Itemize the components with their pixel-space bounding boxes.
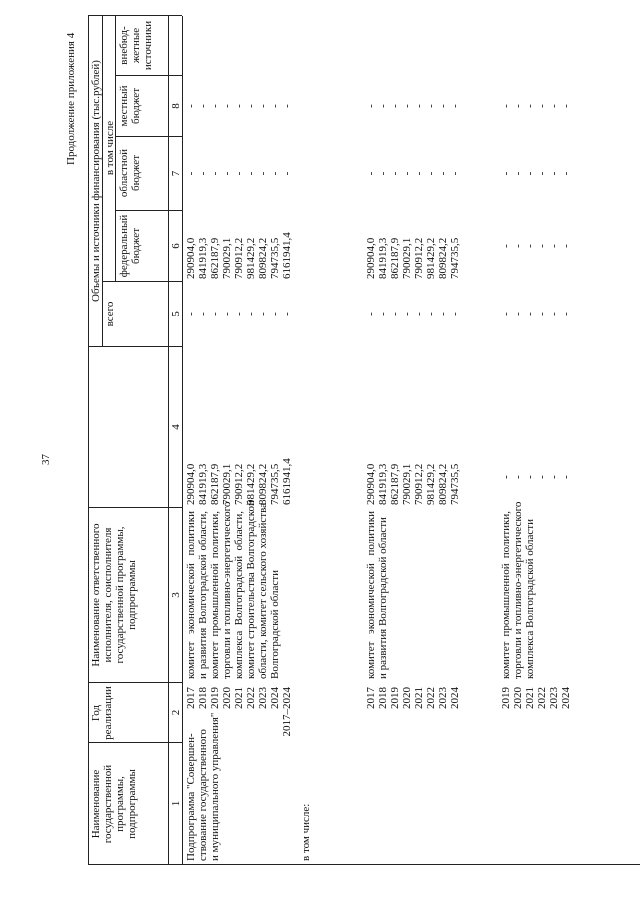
total-cell: 809824,2 xyxy=(437,463,449,505)
column-number-row-top xyxy=(168,16,169,865)
executor-line: комплекса Волгоградской области xyxy=(524,519,536,679)
regional-cell: - xyxy=(536,244,548,248)
total-cell: - xyxy=(512,475,524,479)
year-list xyxy=(500,687,572,737)
extra-list xyxy=(500,76,572,136)
extra-list xyxy=(185,76,293,136)
regional-cell: 290904,0 xyxy=(365,237,377,279)
year-cell: 2021 xyxy=(413,687,425,709)
local-list xyxy=(185,137,293,210)
extra-cell: - xyxy=(500,104,512,108)
extra-cell: - xyxy=(185,104,197,108)
executor-line: комитет промышленной политики, xyxy=(500,511,512,679)
local-cell: - xyxy=(389,171,401,176)
local-cell: - xyxy=(257,171,269,176)
regional-cell: - xyxy=(524,244,536,248)
regional-cell: 790912,2 xyxy=(413,237,425,279)
total-list xyxy=(500,447,572,507)
extra-cell: - xyxy=(209,104,221,108)
local-cell: - xyxy=(185,171,197,176)
local-cell: - xyxy=(512,171,524,176)
header-funding: Объемы и источники финансирования (тыс.рублей) xyxy=(90,60,102,302)
regional-cell: 290904,0 xyxy=(185,237,197,279)
table-top-border xyxy=(88,16,89,865)
federal-cell: - xyxy=(401,312,413,316)
executor-line: комитет промышленной политики, xyxy=(209,511,221,679)
executor-line: комитет экономической политики xyxy=(365,511,377,679)
column-number: 5 xyxy=(170,311,182,317)
total-cell: - xyxy=(500,475,512,479)
local-cell: - xyxy=(437,171,449,176)
local-cell: - xyxy=(500,171,512,176)
local-cell: - xyxy=(269,171,281,176)
total-cell: 290904,0 xyxy=(365,463,377,505)
local-cell: - xyxy=(449,171,461,176)
local-cell: - xyxy=(245,171,257,176)
executor-line: комитет экономической политики xyxy=(185,511,197,679)
total-cell: 862187,9 xyxy=(389,463,401,505)
federal-cell: - xyxy=(257,312,269,316)
regional-cell: 6161941,4 xyxy=(281,232,293,279)
regional-cell: 981429,2 xyxy=(245,237,257,279)
year-cell: 2021 xyxy=(524,687,536,709)
extra-cell: - xyxy=(377,104,389,108)
federal-cell: - xyxy=(548,312,560,316)
executor-cell xyxy=(365,511,389,679)
federal-cell: - xyxy=(377,312,389,316)
federal-cell: - xyxy=(413,312,425,316)
regional-cell: 981429,2 xyxy=(425,237,437,279)
total-cell: - xyxy=(536,475,548,479)
year-cell: 2017–2024 xyxy=(281,687,293,737)
regional-cell: 790029,1 xyxy=(221,237,233,279)
col-divider-3 xyxy=(88,507,182,508)
local-cell: - xyxy=(197,171,209,176)
regional-cell: 841919,3 xyxy=(377,237,389,279)
year-cell: 2017 xyxy=(185,687,197,709)
extra-cell: - xyxy=(512,104,524,108)
program-name-cell: Подпрограмма "Совершен- ствование государственного и муниципального управления" xyxy=(185,712,221,861)
local-cell: - xyxy=(221,171,233,176)
federal-cell: - xyxy=(560,312,572,316)
header-executor: Наименование ответственного исполнителя, соисполнителя государственной программы, подпрограммы xyxy=(90,523,138,667)
regional-cell: 841919,3 xyxy=(197,237,209,279)
local-cell: - xyxy=(536,171,548,176)
total-cell: 794735,5 xyxy=(449,463,461,505)
header-including: в том числе xyxy=(104,120,116,176)
executor-line: и развития Волгоградской области, xyxy=(197,511,209,679)
federal-cell: - xyxy=(449,312,461,316)
regional-cell: 809824,2 xyxy=(257,237,269,279)
extra-cell: - xyxy=(560,104,572,108)
extra-cell: - xyxy=(245,104,257,108)
regional-cell: 862187,9 xyxy=(209,237,221,279)
year-list xyxy=(365,687,461,737)
col-divider-2 xyxy=(88,682,182,683)
local-list xyxy=(365,137,461,210)
executor-line: и развития Волгоградской области xyxy=(377,517,389,679)
extra-cell: - xyxy=(233,104,245,108)
total-cell: 6161941,4 xyxy=(281,458,293,505)
regional-list xyxy=(500,211,572,281)
local-cell: - xyxy=(413,171,425,176)
regional-cell: 790029,1 xyxy=(401,237,413,279)
extra-cell: - xyxy=(389,104,401,108)
year-cell: 2024 xyxy=(269,687,281,709)
total-cell: 790912,2 xyxy=(233,463,245,505)
total-cell: 981429,2 xyxy=(245,463,257,505)
total-cell: 794735,5 xyxy=(269,463,281,505)
local-cell: - xyxy=(281,171,293,176)
regional-cell: - xyxy=(512,244,524,248)
regional-cell: - xyxy=(560,244,572,248)
extra-cell: - xyxy=(365,104,377,108)
page-number: 37 xyxy=(40,454,52,465)
local-cell: - xyxy=(524,171,536,176)
year-cell: 2018 xyxy=(197,687,209,709)
extra-cell: - xyxy=(281,104,293,108)
federal-cell: - xyxy=(536,312,548,316)
extra-cell: - xyxy=(449,104,461,108)
executor-line: торговли и топливно-энергетического xyxy=(221,501,233,679)
column-number: 7 xyxy=(170,170,182,177)
federal-cell: - xyxy=(437,312,449,316)
column-number: 3 xyxy=(170,592,182,598)
total-cell: 841919,3 xyxy=(377,463,389,505)
extra-cell: - xyxy=(197,104,209,108)
regional-list xyxy=(365,213,461,279)
federal-cell: - xyxy=(197,312,209,316)
header-year: Год реализации xyxy=(90,686,114,740)
year-cell: 2020 xyxy=(401,687,413,709)
year-cell: 2022 xyxy=(425,687,437,709)
extra-cell: - xyxy=(257,104,269,108)
federal-cell: - xyxy=(269,312,281,316)
executor-line: области, комитет сельского хозяйства xyxy=(257,503,269,679)
year-cell: 2024 xyxy=(560,687,572,709)
year-cell: 2017 xyxy=(365,687,377,709)
executor-line: торговли и топливно-энергетического xyxy=(512,501,524,679)
local-cell: - xyxy=(401,171,413,176)
federal-cell: - xyxy=(389,312,401,316)
column-number: 6 xyxy=(170,243,182,249)
extra-cell: - xyxy=(548,104,560,108)
total-cell: 790912,2 xyxy=(413,463,425,505)
year-cell: 2020 xyxy=(512,687,524,709)
local-cell: - xyxy=(377,171,389,176)
header-extra: внебюд-жетные источники xyxy=(118,20,154,71)
total-cell: 790029,1 xyxy=(221,463,233,505)
regional-cell: 790912,2 xyxy=(233,237,245,279)
header-regional: областной бюджет xyxy=(118,148,142,198)
executor-cell xyxy=(500,501,536,679)
total-cell: 981429,2 xyxy=(425,463,437,505)
federal-cell: - xyxy=(512,312,524,316)
local-cell: - xyxy=(365,171,377,176)
executor-line: комитет строительства Волгоградской xyxy=(245,500,257,679)
year-cell: 2019 xyxy=(209,687,221,709)
federal-cell: - xyxy=(185,312,197,316)
local-cell: - xyxy=(548,171,560,176)
total-cell: 841919,3 xyxy=(197,463,209,505)
year-cell: 2022 xyxy=(536,687,548,709)
regional-cell: - xyxy=(548,244,560,248)
federal-cell: - xyxy=(221,312,233,316)
column-number: 8 xyxy=(170,103,182,109)
federal-cell: - xyxy=(233,312,245,316)
federal-cell: - xyxy=(500,312,512,316)
extra-cell: - xyxy=(425,104,437,108)
column-number: 1 xyxy=(170,800,182,807)
local-cell: - xyxy=(209,171,221,176)
regional-cell: 862187,9 xyxy=(389,237,401,279)
year-cell: 2020 xyxy=(221,687,233,709)
year-cell: 2019 xyxy=(389,687,401,709)
extra-cell: - xyxy=(269,104,281,108)
executor-cell xyxy=(185,500,281,679)
extra-cell: - xyxy=(524,104,536,108)
col-divider-4 xyxy=(88,346,182,347)
executor-line: Волгоградской области xyxy=(269,570,281,679)
federal-list xyxy=(500,282,572,346)
total-list xyxy=(365,445,461,505)
total-cell: - xyxy=(548,475,560,479)
federal-list xyxy=(185,282,293,346)
federal-cell: - xyxy=(281,312,293,316)
column-number: 4 xyxy=(170,424,182,430)
extra-cell: - xyxy=(221,104,233,108)
year-cell: 2021 xyxy=(233,687,245,709)
executor-line: комплекса Волгоградской области, xyxy=(233,511,245,679)
total-cell: 862187,9 xyxy=(209,463,221,505)
total-cell: 290904,0 xyxy=(185,463,197,505)
extra-cell: - xyxy=(536,104,548,108)
col-divider-1 xyxy=(88,742,182,743)
header-program-name: Наименование государственной программы, подпрограммы xyxy=(90,764,138,844)
total-cell: - xyxy=(524,475,536,479)
total-cell: 790029,1 xyxy=(401,463,413,505)
federal-cell: - xyxy=(209,312,221,316)
total-cell: - xyxy=(560,475,572,479)
regional-cell: - xyxy=(500,244,512,248)
extra-cell: - xyxy=(401,104,413,108)
header-local: местный бюджет xyxy=(118,85,142,127)
year-cell: 2023 xyxy=(548,687,560,709)
regional-cell: 809824,2 xyxy=(437,237,449,279)
federal-cell: - xyxy=(365,312,377,316)
header-total: всего xyxy=(104,301,116,327)
year-cell: 2023 xyxy=(437,687,449,709)
local-list xyxy=(500,137,572,210)
extra-list xyxy=(365,76,461,136)
total-cell: 809824,2 xyxy=(257,463,269,505)
including-label: в том числе: xyxy=(300,803,312,861)
extra-cell: - xyxy=(413,104,425,108)
table-left-border xyxy=(88,864,640,865)
column-number-row-bottom xyxy=(182,16,183,865)
column-number: 2 xyxy=(170,709,182,716)
table-right-border xyxy=(88,15,182,16)
local-cell: - xyxy=(233,171,245,176)
federal-cell: - xyxy=(524,312,536,316)
year-cell: 2023 xyxy=(257,687,269,709)
continuation-title: Продолжение приложения 4 xyxy=(65,32,77,165)
extra-cell: - xyxy=(437,104,449,108)
federal-list xyxy=(365,282,461,346)
federal-cell: - xyxy=(425,312,437,316)
regional-cell: 794735,5 xyxy=(269,237,281,279)
year-cell: 2024 xyxy=(449,687,461,709)
regional-list xyxy=(185,213,293,279)
local-cell: - xyxy=(560,171,572,176)
year-cell: 2022 xyxy=(245,687,257,709)
funding-header-divider xyxy=(102,16,103,347)
year-cell: 2018 xyxy=(377,687,389,709)
header-federal: федеральный бюджет xyxy=(118,214,142,278)
total-list xyxy=(185,445,293,505)
regional-cell: 794735,5 xyxy=(449,237,461,279)
local-cell: - xyxy=(425,171,437,176)
year-cell: 2019 xyxy=(500,687,512,709)
federal-cell: - xyxy=(245,312,257,316)
year-list xyxy=(185,687,293,737)
